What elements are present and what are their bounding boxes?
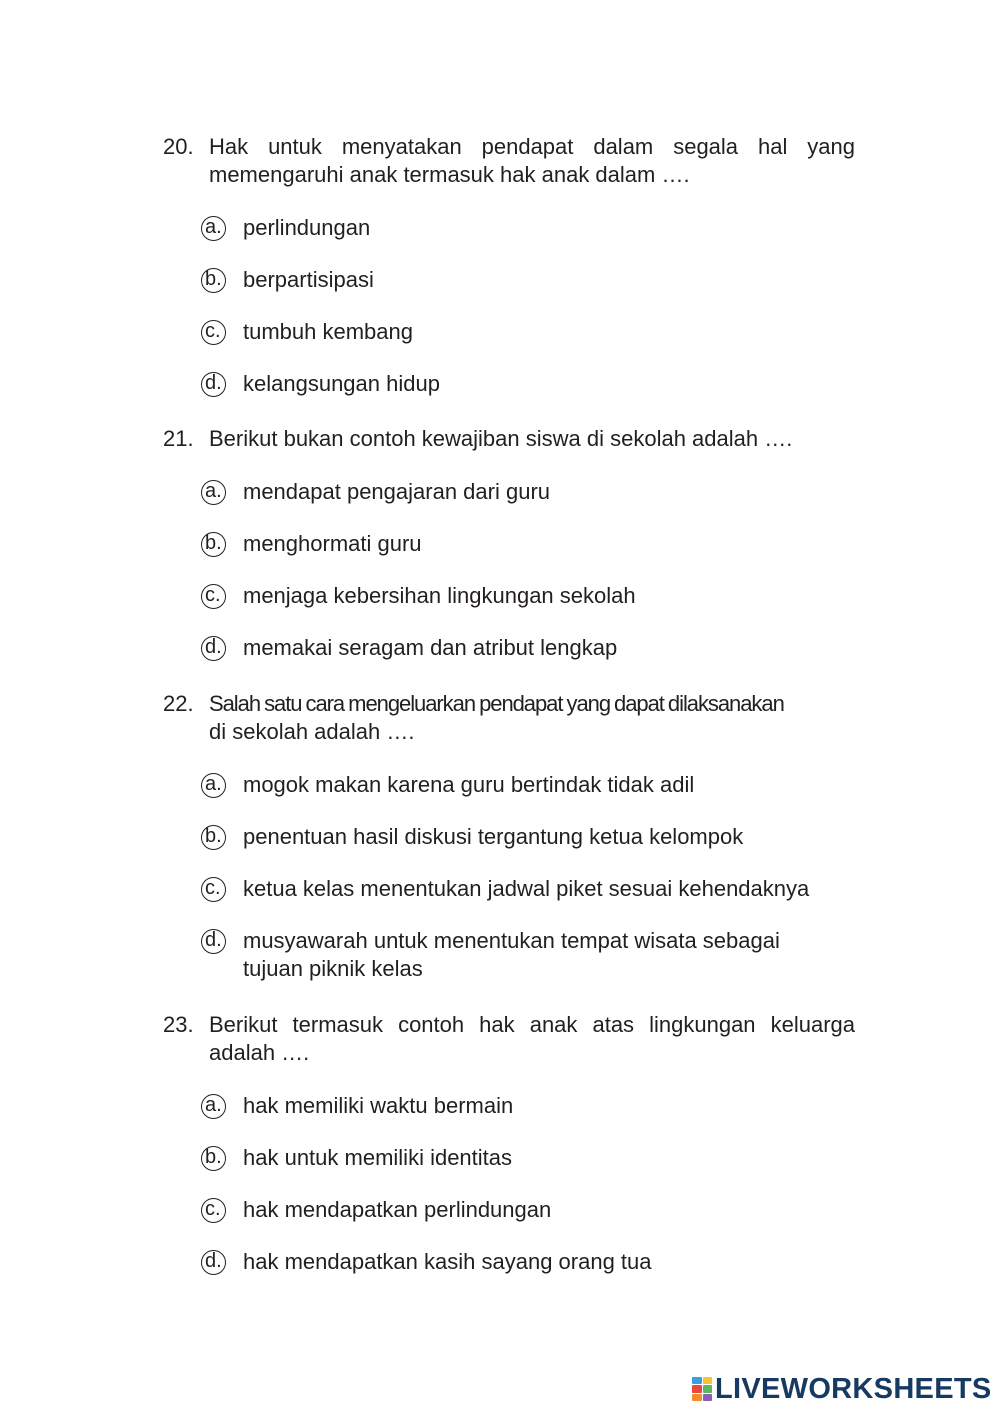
- option-text: menghormati guru: [243, 531, 422, 556]
- option-text: berpartisipasi: [243, 267, 374, 292]
- option-text: menjaga kebersihan lingkungan sekolah: [243, 583, 636, 608]
- liveworksheets-logo-icon: [692, 1377, 712, 1401]
- question-21: [163, 425, 855, 662]
- option-d[interactable]: [201, 370, 855, 398]
- brand-name: LIVEWORKSHEETS: [715, 1372, 992, 1405]
- question-number: 23.: [163, 1012, 194, 1037]
- question-text: Berikut bukan contoh kewajiban siswa di sekolah adalah ….: [209, 426, 793, 451]
- question-number: 20.: [163, 134, 194, 159]
- option-text: hak untuk memiliki identitas: [243, 1145, 513, 1170]
- option-b[interactable]: [201, 823, 855, 851]
- answer-options: [201, 214, 855, 398]
- option-text: perlindungan: [243, 215, 371, 240]
- question-text: Hak untuk menyatakan pendapat dalam segala hal yang memengaruhi anak termasuk hak anak dalam ….: [209, 134, 855, 187]
- question-20: [163, 133, 855, 398]
- option-a[interactable]: [201, 214, 855, 242]
- question-23: [163, 1011, 855, 1276]
- option-letter-circle[interactable]: a.: [201, 773, 226, 798]
- option-text: hak memiliki waktu bermain: [243, 1093, 514, 1118]
- option-letter-circle[interactable]: d.: [201, 1250, 226, 1275]
- option-d[interactable]: [201, 927, 855, 983]
- question-stem: [163, 133, 855, 189]
- option-text: musyawarah untuk menentukan tempat wisata sebagai tujuan piknik kelas: [243, 928, 780, 981]
- option-text: tumbuh kembang: [243, 319, 413, 344]
- question-text: Berikut termasuk contoh hak anak atas lingkungan keluarga adalah ….: [209, 1012, 855, 1065]
- logo-tile: [692, 1394, 702, 1401]
- option-a[interactable]: [201, 478, 855, 506]
- question-stem: [163, 1011, 855, 1067]
- option-text: hak mendapatkan perlindungan: [243, 1197, 552, 1222]
- option-c[interactable]: [201, 582, 855, 610]
- question-number: 21.: [163, 426, 194, 451]
- option-text: kelangsungan hidup: [243, 371, 440, 396]
- question-text-line2: di sekolah adalah ….: [209, 719, 415, 744]
- option-b[interactable]: [201, 530, 855, 558]
- option-letter-circle[interactable]: d.: [201, 636, 226, 661]
- option-text: memakai seragam dan atribut lengkap: [243, 635, 618, 660]
- option-letter-circle[interactable]: b.: [201, 1146, 226, 1171]
- logo-tile: [703, 1377, 713, 1384]
- option-c[interactable]: [201, 875, 855, 903]
- logo-tile: [692, 1385, 702, 1392]
- option-text: mogok makan karena guru bertindak tidak adil: [243, 772, 695, 797]
- answer-options: [201, 771, 855, 983]
- option-letter-circle[interactable]: c.: [201, 320, 226, 345]
- option-letter-circle[interactable]: b.: [201, 268, 226, 293]
- option-text: ketua kelas menentukan jadwal piket sesuai kehendaknya: [243, 876, 810, 901]
- option-text: penentuan hasil diskusi tergantung ketua kelompok: [243, 824, 744, 849]
- option-a[interactable]: [201, 771, 855, 799]
- liveworksheets-logo: [692, 1374, 992, 1404]
- logo-tile: [692, 1377, 702, 1384]
- option-letter-circle[interactable]: c.: [201, 877, 226, 902]
- logo-tile: [703, 1394, 713, 1401]
- option-letter-circle[interactable]: a.: [201, 480, 226, 505]
- option-c[interactable]: [201, 318, 855, 346]
- option-d[interactable]: [201, 634, 855, 662]
- option-letter-circle[interactable]: c.: [201, 1198, 226, 1223]
- option-text: hak mendapatkan kasih sayang orang tua: [243, 1249, 652, 1274]
- option-letter-circle[interactable]: b.: [201, 825, 226, 850]
- option-letter-circle[interactable]: b.: [201, 532, 226, 557]
- question-number: 22.: [163, 691, 194, 716]
- option-letter-circle[interactable]: d.: [201, 929, 226, 954]
- option-letter-circle[interactable]: c.: [201, 584, 226, 609]
- question-stem: [163, 425, 855, 453]
- option-letter-circle[interactable]: d.: [201, 372, 226, 397]
- answer-options: [201, 478, 855, 662]
- logo-tile: [703, 1385, 713, 1392]
- question-22: [163, 690, 855, 983]
- option-c[interactable]: [201, 1196, 855, 1224]
- option-text: mendapat pengajaran dari guru: [243, 479, 551, 504]
- option-b[interactable]: [201, 1144, 855, 1172]
- option-d[interactable]: [201, 1248, 855, 1276]
- question-text-line1: Salah satu cara mengeluarkan pendapat yang dapat dilaksanakan: [209, 691, 784, 716]
- option-b[interactable]: [201, 266, 855, 294]
- question-stem: [163, 690, 855, 746]
- option-letter-circle[interactable]: a.: [201, 1094, 226, 1119]
- answer-options: [201, 1092, 855, 1276]
- option-a[interactable]: [201, 1092, 855, 1120]
- option-letter-circle[interactable]: a.: [201, 216, 226, 241]
